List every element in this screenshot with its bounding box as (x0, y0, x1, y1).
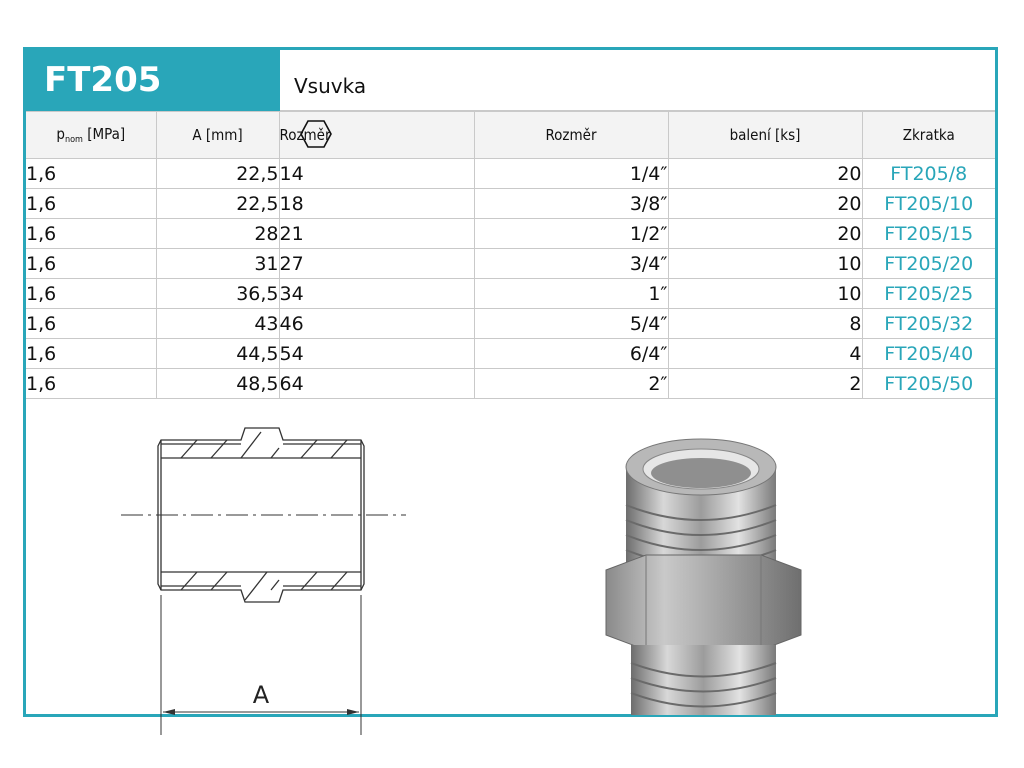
table-row (26, 279, 995, 309)
cell-a: 31 (156, 249, 279, 279)
cell-rozmer: 1″ (474, 279, 668, 309)
product-code: FT205 (26, 50, 280, 111)
product-name: Vsuvka (280, 50, 995, 111)
table-header-row (26, 112, 995, 159)
table-row (26, 249, 995, 279)
cell-pnom: 1,6 (26, 219, 156, 249)
cell-hex: 34 (279, 279, 474, 309)
cell-hex: 14 (279, 159, 474, 189)
cell-pnom: 1,6 (26, 249, 156, 279)
cell-baleni: 20 (668, 219, 862, 249)
cell-a: 22,5 (156, 189, 279, 219)
table-row (26, 189, 995, 219)
cell-a: 36,5 (156, 279, 279, 309)
col-header-pnom (26, 112, 156, 159)
cell-rozmer: 2″ (474, 369, 668, 399)
cell-pnom: 1,6 (26, 159, 156, 189)
product-sheet (23, 47, 998, 717)
cell-zkratka: FT205/50 (862, 369, 995, 399)
cell-a: 28 (156, 219, 279, 249)
cell-zkratka: FT205/8 (862, 159, 995, 189)
pnom-unit: [MPa] (82, 125, 126, 143)
cell-hex: 27 (279, 249, 474, 279)
cell-a: 44,5 (156, 339, 279, 369)
hex-rozmer-label: Rozměr (279, 126, 331, 144)
pnom-subscript: nom (64, 135, 83, 145)
cell-rozmer: 6/4″ (474, 339, 668, 369)
cell-rozmer: 1/2″ (474, 219, 668, 249)
cell-zkratka: FT205/15 (862, 219, 995, 249)
cell-zkratka: FT205/25 (862, 279, 995, 309)
cell-a: 22,5 (156, 159, 279, 189)
cell-pnom: 1,6 (26, 339, 156, 369)
cell-baleni: 10 (668, 249, 862, 279)
cell-a: 48,5 (156, 369, 279, 399)
col-header-hex-rozmer (279, 112, 474, 159)
cell-rozmer: 1/4″ (474, 159, 668, 189)
cell-zkratka: FT205/32 (862, 309, 995, 339)
technical-drawing (121, 420, 411, 740)
cell-pnom: 1,6 (26, 279, 156, 309)
cell-hex: 64 (279, 369, 474, 399)
table-row (26, 159, 995, 189)
cell-zkratka: FT205/20 (862, 249, 995, 279)
cell-zkratka: FT205/40 (862, 339, 995, 369)
cell-baleni: 20 (668, 189, 862, 219)
cell-rozmer: 5/4″ (474, 309, 668, 339)
pnom-letter: p (56, 125, 65, 143)
cell-baleni: 10 (668, 279, 862, 309)
cell-baleni: 8 (668, 309, 862, 339)
cell-hex: 54 (279, 339, 474, 369)
table-row (26, 339, 995, 369)
cell-zkratka: FT205/10 (862, 189, 995, 219)
cell-pnom: 1,6 (26, 189, 156, 219)
table-row (26, 309, 995, 339)
cell-baleni: 20 (668, 159, 862, 189)
table-row (26, 219, 995, 249)
cell-baleni: 2 (668, 369, 862, 399)
cell-hex: 21 (279, 219, 474, 249)
product-photo (586, 435, 836, 720)
table-row (26, 369, 995, 399)
cell-a: 43 (156, 309, 279, 339)
col-header-baleni: balení [ks] (668, 112, 862, 159)
col-header-zkratka: Zkratka (862, 112, 995, 159)
cell-hex: 18 (279, 189, 474, 219)
col-header-a: A [mm] (156, 112, 279, 159)
cell-rozmer: 3/8″ (474, 189, 668, 219)
cell-baleni: 4 (668, 339, 862, 369)
cell-hex: 46 (279, 309, 474, 339)
hexagon-icon (300, 120, 332, 148)
cell-pnom: 1,6 (26, 369, 156, 399)
dimension-label: A (252, 681, 270, 709)
cell-rozmer: 3/4″ (474, 249, 668, 279)
col-header-rozmer: Rozměr (474, 112, 668, 159)
spec-table (26, 111, 995, 399)
cell-pnom: 1,6 (26, 309, 156, 339)
